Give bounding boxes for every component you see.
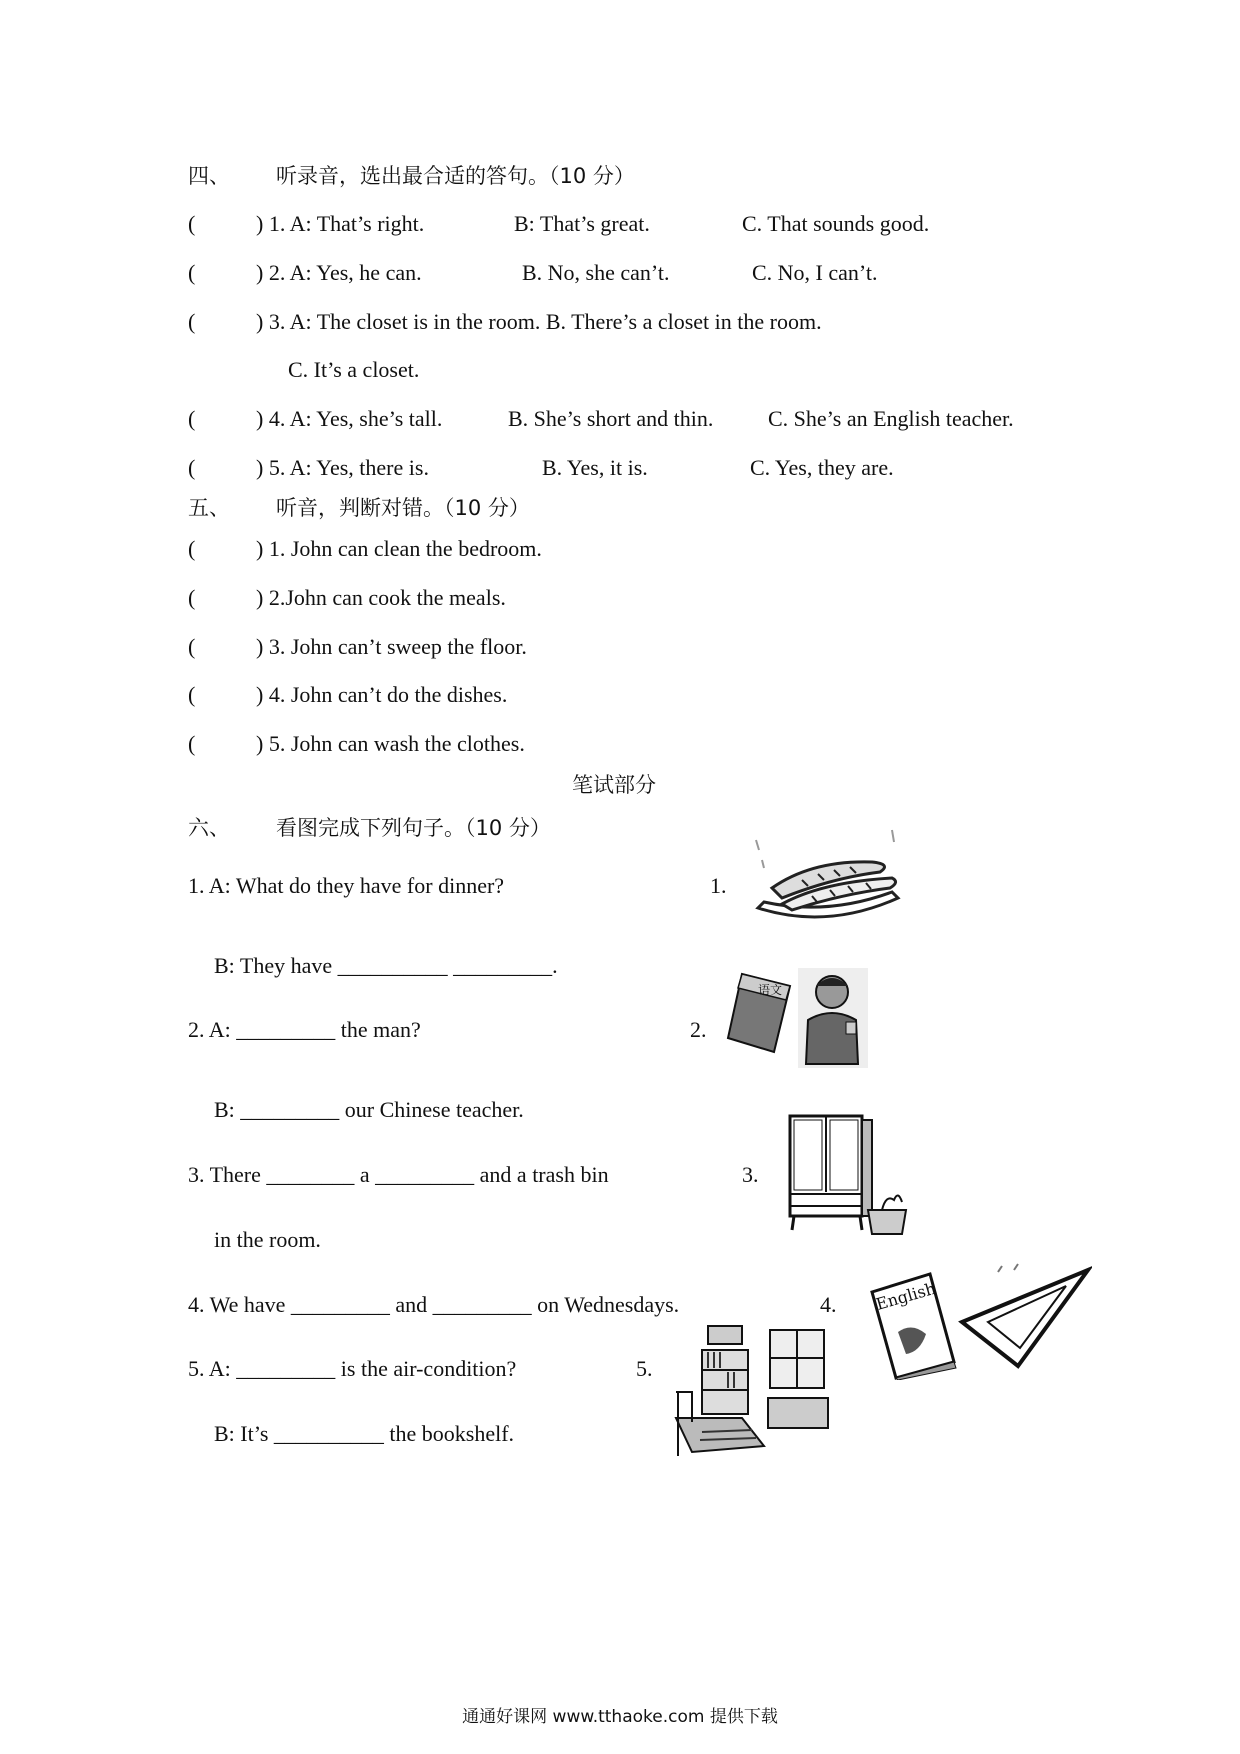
answer-bracket[interactable]: ( bbox=[188, 682, 196, 707]
s5-statement-3: ) 3. John can’t sweep the floor. bbox=[256, 634, 527, 659]
section5-title: 听音，判断对错。（10 分） bbox=[276, 496, 530, 520]
s4-q5-option-a: ) 5. A: Yes, there is. bbox=[256, 455, 429, 480]
section5-number: 五、 bbox=[188, 496, 230, 520]
s4-q4-option-c: C. She’s an English teacher. bbox=[768, 406, 1014, 431]
answer-bracket[interactable]: ( bbox=[188, 309, 196, 334]
triangle-ruler-picture bbox=[958, 1262, 1092, 1370]
s5-statement-5: ) 5. John can wash the clothes. bbox=[256, 731, 525, 756]
answer-bracket[interactable]: ( bbox=[188, 260, 196, 285]
s6-q1-line-a: 1. A: What do they have for dinner? bbox=[188, 873, 505, 898]
s4-q2-option-c: C. No, I can’t. bbox=[752, 260, 878, 285]
closet-trash-bin-picture bbox=[782, 1110, 922, 1240]
s6-q1-line-b[interactable]: B: They have __________ _________. bbox=[214, 953, 558, 978]
answer-bracket[interactable]: ( bbox=[188, 536, 196, 561]
s4-q1-option-a: ) 1. A: That’s right. bbox=[256, 211, 425, 236]
s4-q4-option-a: ) 4. A: Yes, she’s tall. bbox=[256, 406, 443, 431]
s6-q3-line-b: in the room. bbox=[214, 1227, 321, 1252]
s6-q5-line-b[interactable]: B: It’s __________ the bookshelf. bbox=[214, 1421, 515, 1446]
book-cover-label: 语文 bbox=[758, 983, 783, 997]
answer-bracket[interactable]: ( bbox=[188, 211, 196, 236]
picture-number-3: 3. bbox=[742, 1162, 759, 1187]
section4-title: 听录音，选出最合适的答句。（10 分） bbox=[276, 164, 635, 188]
room-bookshelf-picture bbox=[672, 1322, 838, 1458]
air-conditioner-icon bbox=[708, 1326, 742, 1344]
footer-source: 通通好课网 www.tthaoke.com 提供下载 bbox=[462, 1707, 778, 1727]
s5-statement-4: ) 4. John can’t do the dishes. bbox=[256, 682, 508, 707]
s4-q3-options-ab: ) 3. A: The closet is in the room. B. There’s a closet in the room. bbox=[256, 309, 822, 334]
picture-number-1: 1. bbox=[710, 873, 727, 898]
s4-q2-option-a: ) 2. A: Yes, he can. bbox=[256, 260, 422, 285]
section6-number: 六、 bbox=[188, 816, 230, 840]
answer-bracket[interactable]: ( bbox=[188, 455, 196, 480]
section4-number: 四、 bbox=[188, 164, 230, 188]
teacher-man-picture bbox=[798, 968, 868, 1068]
picture-number-2: 2. bbox=[690, 1017, 707, 1042]
answer-bracket[interactable]: ( bbox=[188, 634, 196, 659]
s4-q5-option-c: C. Yes, they are. bbox=[750, 455, 894, 480]
answer-bracket[interactable]: ( bbox=[188, 406, 196, 431]
s6-q2-line-a[interactable]: 2. A: _________ the man? bbox=[188, 1017, 421, 1042]
s6-q2-line-b[interactable]: B: _________ our Chinese teacher. bbox=[214, 1097, 524, 1122]
s4-q4-option-b: B. She’s short and thin. bbox=[508, 406, 714, 431]
answer-bracket[interactable]: ( bbox=[188, 585, 196, 610]
chinese-book-picture bbox=[724, 966, 794, 1056]
s4-q5-option-b: B. Yes, it is. bbox=[542, 455, 648, 480]
picture-number-5: 5. bbox=[636, 1356, 653, 1381]
s6-q5-line-a[interactable]: 5. A: _________ is the air-condition? bbox=[188, 1356, 517, 1381]
s4-q1-option-b: B: That’s great. bbox=[514, 211, 650, 236]
picture-number-4: 4. bbox=[820, 1292, 837, 1317]
answer-bracket[interactable]: ( bbox=[188, 731, 196, 756]
written-part-heading: 笔试部分 bbox=[572, 773, 656, 797]
english-book-picture bbox=[868, 1268, 958, 1380]
s4-q3-option-c: C. It’s a closet. bbox=[288, 357, 420, 382]
s5-statement-1: ) 1. John can clean the bedroom. bbox=[256, 536, 542, 561]
s5-statement-2: ) 2.John can cook the meals. bbox=[256, 585, 506, 610]
english-book-label: English bbox=[873, 1278, 938, 1314]
s6-q3-line-a[interactable]: 3. There ________ a _________ and a trash bin bbox=[188, 1162, 609, 1187]
s4-q2-option-b: B. No, she can’t. bbox=[522, 260, 670, 285]
s6-q4-line[interactable]: 4. We have _________ and _________ on Wednesdays. bbox=[188, 1292, 680, 1317]
section6-title: 看图完成下列句子。（10 分） bbox=[276, 816, 551, 840]
green-beans-plate-picture bbox=[752, 820, 902, 930]
s4-q1-option-c: C. That sounds good. bbox=[742, 211, 930, 236]
